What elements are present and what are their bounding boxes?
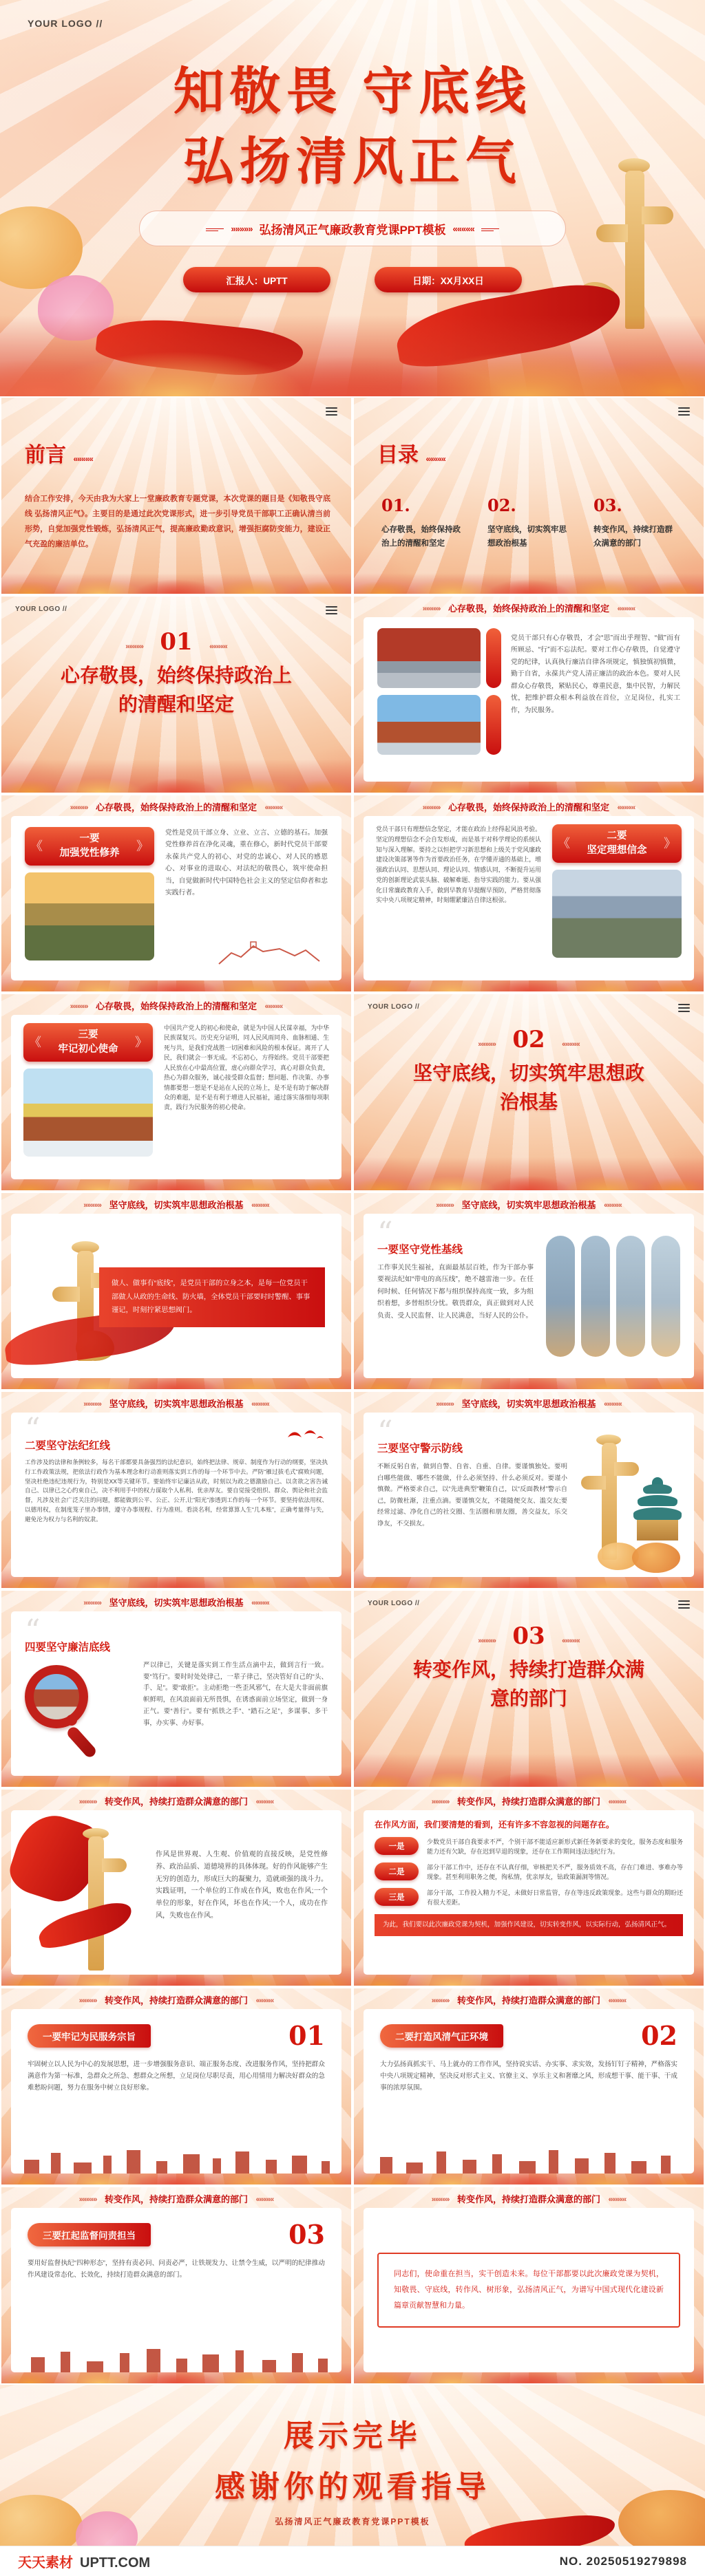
stone-lion-pill-photo-1: [546, 1236, 575, 1357]
toc-item-2-label: 坚守底线，切实筑牢思想政治根基: [487, 526, 567, 548]
sec3-measure2-slide: [352, 1987, 705, 2186]
problems-footer-box: 为此，我们要以此次廉政党课为契机，加强作风建设，切实转变作风，以实际行动，弘扬清风正气。: [375, 1914, 683, 1936]
measure3-bar: 三要扛起监督问责担当: [28, 2223, 151, 2246]
header-arrows-left-icon: »»»»»: [422, 804, 441, 812]
corner-tower-snow-photo: [23, 1069, 153, 1157]
point1-name: 加强党性修养: [59, 848, 120, 859]
point1-tag-button[interactable]: [25, 827, 154, 866]
city-skyline-decoration: [11, 2349, 341, 2372]
slide-panel: [364, 816, 694, 980]
point1-tag: 一要: [79, 833, 100, 844]
divider-arrows-left-icon: »»»»»: [125, 643, 143, 651]
slide-panel: [11, 1810, 341, 1975]
sec3-intro-slide: [0, 1788, 352, 1987]
slide-header-title: 转变作风，持续打造群众满意的部门: [104, 1796, 248, 1807]
header-arrows-left-icon: »»»»»: [83, 1201, 101, 1210]
red-accent-bar: [486, 695, 501, 755]
date-pill[interactable]: 日期：XX月XX日: [375, 267, 522, 292]
slide-header-title: 坚守底线，切实筑牢思想政治根基: [109, 1399, 244, 1409]
sec3-closing-note-slide: [352, 2186, 705, 2385]
your-logo-text: YOUR LOGO //: [368, 1003, 420, 1011]
divider-deco-band: [354, 1754, 704, 1787]
slide-panel: [364, 1810, 694, 1975]
measure1-bar: 一要牢记为民服务宗旨: [28, 2024, 151, 2048]
slide-row-11: [0, 2186, 705, 2385]
closing-line1: 展示完毕: [284, 2419, 421, 2453]
section2-divider-slide: [352, 993, 705, 1192]
great-wall-lineart-illustration: [218, 938, 321, 965]
divider-deco-band: [354, 1157, 704, 1190]
problem-item-2: [375, 1863, 683, 1882]
preface-slide: [0, 396, 352, 595]
divider-deco-band: [1, 760, 351, 793]
divider-arrows-left-icon: »»»»»: [478, 1040, 496, 1049]
header-arrows-left-icon: »»»»»: [70, 804, 88, 812]
problem1-text: 少数党员干部自我要求不严，个别干部不能适应新形式新任务新要求的变化，服务态度和服务能力还有欠缺，存在迟到早退的现象，还存在工作期间违法违纪行为。: [427, 1838, 683, 1856]
slide-panel: [11, 816, 341, 980]
point2-name: 坚定理想信念: [587, 845, 647, 857]
problem3-tag: 三是: [375, 1888, 419, 1906]
subtitle-banner: [139, 211, 566, 246]
city-skyline-decoration: [11, 2150, 341, 2174]
footer-site[interactable]: UPTT.COM: [80, 2555, 151, 2570]
toc-item-1[interactable]: [381, 495, 463, 550]
illustration-column: [577, 1424, 680, 1566]
stone-lion-pill-photo-4: [651, 1236, 680, 1357]
sec3-intro-body: 作风是世界观、人生观、价值观的直接反映，是党性修养、政治品质、道德境界的具体体现。好的作风能够产生无穷的创造力，形成巨大的凝聚力，造就顽强的战斗力。实践证明，一个单位的工作成在作风，败也在作风;一个单位的形象，好在作风，坏也在作风;一个人，成功在作风，失败也在作风。: [156, 1851, 328, 1920]
measure2-body: 大力弘扬真抓实干、马上就办的工作作风，坚持说实话、办实事、求实效，发扬钉钉子精神，严格落实中央八项规定精神，坚决反对形式主义、官僚主义、享乐主义和奢靡之风，形成想干事、能干事、干成事的浓厚氛围。: [380, 2061, 677, 2092]
banner-arrows-left-icon: »»»»»: [231, 223, 253, 234]
header-arrows-left-icon: »»»»»: [436, 1201, 454, 1210]
sec2-point2-heading: 二要坚守法纪红线: [25, 1440, 111, 1452]
magnifier-handle-icon: [65, 1725, 98, 1759]
divider-arrows-left-icon: »»»»»: [478, 1637, 496, 1645]
header-arrows-left-icon: »»»»»: [83, 1400, 101, 1408]
point1-body: 党性是党员干部立身、立业、立言、立德的基石。加强党性修养首在净化灵魂，重在修心，新时代党员干部要永葆共产党人的初心、对党的忠诚心、对人民的感恩心、对事业的进取心、对法纪的敬畏心，筑牢使命担当，自觉做新时代中国特色社会主义的坚定信仰者和忠实践行者。: [165, 829, 328, 897]
preface-title-marks-icon: «««««: [73, 454, 93, 464]
temple-of-heaven-illustration: [632, 1477, 683, 1553]
hamburger-menu-icon[interactable]: [678, 407, 690, 418]
header-arrows-right-icon: «««««: [255, 2196, 274, 2204]
toc-items: [381, 495, 704, 550]
slide-panel: [364, 2208, 694, 2372]
closing-slide: [0, 2385, 705, 2546]
slide-header-title: 坚守底线，切实筑牢思想政治根基: [109, 1200, 244, 1210]
great-wall-sunset-photo: [25, 872, 154, 960]
closing-line2: 感谢你的观看指导: [215, 2470, 490, 2504]
red-accent-bar: [486, 628, 501, 688]
bottom-decoration-band: [0, 315, 705, 396]
section2-title: 坚守底线，切实筑牢思想政治根基: [412, 1062, 644, 1113]
slide-header-title: 心存敬畏，始终保持政治上的清醒和坚定: [448, 603, 609, 614]
section1-number: 01: [160, 628, 193, 656]
slide-panel: [11, 2009, 341, 2174]
toc-slide: [352, 396, 705, 595]
problem-item-3: [375, 1888, 683, 1908]
point3-tag: 三要: [78, 1029, 98, 1040]
great-wall-winter-photo: [552, 870, 682, 958]
sec1-point3-slide: [0, 993, 352, 1192]
hamburger-menu-icon[interactable]: [326, 407, 337, 418]
magnifier-illustration: [25, 1660, 128, 1728]
slide-header-title: 转变作风，持续打造群众满意的部门: [456, 1995, 600, 2006]
slide-row-6: [0, 1192, 705, 1391]
slide-header-title: 坚守底线，切实筑牢思想政治根基: [461, 1200, 596, 1210]
stone-lion-pill-photo-3: [616, 1236, 645, 1357]
magnifier-lens-icon: [25, 1665, 88, 1728]
section1-divider-slide: [0, 595, 352, 794]
slide-header-title: 心存敬畏，始终保持政治上的清醒和坚定: [448, 802, 609, 813]
point3-body: 中国共产党人的初心和使命，就是为中国人民谋幸福，为中华民族谋复兴。历史充分证明，同人民风雨同舟、血脉相通、生死与共，是我们党战胜一切困难和风险的根本保证。离开了人民，我们就会一事无成。不忘初心，方得始终。党员干部要把人民放在心中最高位置，虚心向群众学习，真心对群众负责，热心为群众服务，诚心接受群众监督；想问题、作决策、办事情都要想一想是不是站在人民的立场上，是不是有助于解决群众的难题，是不是有利于增进人民福祉，通过落实落细每项职责，践行为民服务的初心使命。: [164, 1024, 329, 1111]
toc-item-1-label: 心存敬畏，始终保持政治上的清醒和坚定: [381, 526, 461, 548]
magnifier-dot-icon: [66, 1715, 77, 1726]
slide-panel: [11, 1413, 341, 1577]
header-arrows-left-icon: »»»»»: [431, 2196, 450, 2204]
quote-icon: “: [377, 1415, 393, 1450]
section1-title: 心存敬畏，始终保持政治上的清醒和坚定: [60, 665, 292, 715]
quote-icon: “: [377, 1216, 393, 1251]
header-arrows-right-icon: «««««: [617, 804, 635, 812]
bracket-left-icon: 《: [558, 836, 570, 850]
measure2-bar: 二要打造风清气正环境: [380, 2024, 503, 2048]
header-arrows-left-icon: »»»»»: [422, 605, 441, 613]
header-arrows-left-icon: »»»»»: [436, 1400, 454, 1408]
subtitle-text: 弘扬清风正气廉政教育党课PPT模板: [259, 223, 446, 237]
problems-heading: 在作风方面，我们要清楚的看到，还有许多不容忽视的问题存在。: [375, 1820, 615, 1829]
measure3-number: 03: [288, 2219, 325, 2250]
section1-intro-body: 党员干部只有心存敬畏，才会“思”而出乎理智、“做”而有所顾忌、“行”而不忘法纪。要对工作心存敬畏，自觉遵守党的纪律，认真执行廉洁自律各项规定，慎独慎初慎微，勤于自省，永葆共产党人清正廉洁的政治本色。要对人民群众心存敬畏，紧贴民心，尊重民意，集中民智，力解民忧，把维护群众根本利益放在首位，立足岗位，扎实工作，为民服务。: [511, 634, 680, 714]
header-arrows-left-icon: »»»»»: [78, 1798, 97, 1806]
sec2-point3-heading: 三要坚守警示防线: [377, 1443, 463, 1455]
banner-dash-right: [481, 228, 499, 229]
header-arrows-right-icon: «««««: [604, 1400, 622, 1408]
toc-item-3-label: 转变作风，持续打造群众满意的部门: [593, 526, 673, 548]
problem-item-1: [375, 1837, 683, 1857]
right-column: [552, 824, 682, 972]
slide-row-7: [0, 1391, 705, 1589]
sec2-point4-slide: [0, 1589, 352, 1788]
title-slide: [0, 0, 705, 396]
sec2-point1-heading: 一要坚守党性基线: [377, 1244, 463, 1256]
measure3-body: 要用好监督执纪“四种形态”，坚持有责必问、问责必严，让铁规发力、让禁令生威，以严明的纪律推动作风建设常态化、长效化，持续打造群众满意的部门。: [28, 2260, 325, 2279]
huabiao-pillar-illustration: [66, 1828, 128, 1973]
measure2-number: 02: [641, 2020, 677, 2051]
your-logo-text: YOUR LOGO //: [368, 1600, 420, 1607]
slide-header-title: 坚守底线，切实筑牢思想政治根基: [109, 1598, 244, 1608]
forbidden-city-photo-2: [377, 695, 481, 755]
measure1-body: 牢固树立以人民为中心的发展思想，进一步增强服务意识、端正服务态度、改进服务作风，坚持把群众满意作为第一标准，急群众之所急、想群众之所想，立足岗位尽职尽责，用心用情用力解决好群众的急难愁盼问题，努力在服务中树立良好形象。: [28, 2061, 325, 2092]
sec2-point2-slide: [0, 1391, 352, 1589]
slide-panel: [364, 2009, 694, 2174]
header-arrows-right-icon: «««««: [608, 1997, 627, 2005]
slide-row-2: [0, 396, 705, 595]
toc-item-1-number: 01.: [381, 495, 410, 515]
problem2-tag: 二是: [375, 1863, 419, 1880]
header-arrows-right-icon: «««««: [251, 1400, 269, 1408]
header-arrows-right-icon: «««««: [604, 1201, 622, 1210]
slide-row-10: [0, 1987, 705, 2186]
toc-title-marks-icon: «««««: [425, 454, 445, 464]
hamburger-menu-icon[interactable]: [678, 1004, 690, 1014]
slide-header-title: 转变作风，持续打造群众满意的部门: [104, 2194, 248, 2204]
problem3-text: 部分干部，工作投入精力不足，未做好日常监管，存在等违反政策现象。这些与群众的期盼还有很大差距。: [427, 1889, 683, 1906]
header-arrows-right-icon: «««««: [264, 1002, 283, 1011]
sec3-measure3-slide: [0, 2186, 352, 2385]
main-title-line2: 弘扬清风正气: [183, 133, 522, 190]
footer-left: [18, 2551, 150, 2571]
header-arrows-right-icon: «««««: [255, 1997, 274, 2005]
hamburger-menu-icon[interactable]: [326, 606, 337, 616]
sec1-point1-slide: [0, 794, 352, 993]
header-arrows-left-icon: »»»»»: [70, 1002, 88, 1011]
header-arrows-left-icon: »»»»»: [431, 1798, 450, 1806]
section3-number: 03: [512, 1622, 545, 1650]
illustration-column: [25, 1821, 142, 1964]
slide-row-3: [0, 595, 705, 794]
sec2-point3-slide: [352, 1391, 705, 1589]
header-arrows-right-icon: «««««: [251, 1201, 269, 1210]
header-arrows-right-icon: «««««: [617, 605, 635, 613]
section2-number: 02: [512, 1026, 545, 1053]
sec2-point2-body: 工作涉及的法律和条例较多，每名干部都要具备强烈的法纪意识，始终把法律、规章、制度作为行动的纲要，坚决执行工作政策法规，把依法行政作为基本理念和行动准则落实到工作的每一个环节中去。严防“雁过拔毛式”腐败问题，坚决杜绝违纪违规行为，特别是XX等关键环节。要始终牢记廉洁从政，时刻以为政之德激励自己、以贪欲之害告诫自己、以律已之心约束自己，决不利用手中的权力谋取个人私利、优亲厚友。要自觉接受组织、群众、舆论和社会监督，凡涉及社会广泛关注的问题，都能做到公平、公正、公开,让“阳光”渗透到工作的每一个环节。要坚持依法用权、以德用权，在制度笼子里办事情，遵守办事规程、行为准则。看淡名利，经常算算人生“几本账”，正确考量得与失，避免沦为权力与名利的奴隶。: [25, 1459, 328, 1523]
header-arrows-left-icon: »»»»»: [78, 1997, 97, 2005]
point3-name: 牢记初心使命: [58, 1044, 118, 1055]
sec2-point3-body: 不断反躬自省，做到自警、自省、自重、自律。要谨慎独处。要明白哪些能做、哪些不能做，什么必须坚持、什么必须反对。要谨小慎微。严格要求自己，以“先进典型”鞭策自己，以“反面教材”警示自己，防微杜渐，注重点滴。要谨慎交友，不能随便交友、滥交友;要经常过滤、净化自己的社交圈、生活圈和朋友圈，善交益友，乐交诤友，不交损友。: [377, 1463, 567, 1527]
sec2-point4-body: 严以律已，关键是落实到工作生活点滴中去，做到言行一致。要“笃行”。要时时处处律己，一辈子律己，坚决管好自己的“头、手、足”。要“敢拒”。主动拒绝一些歪风邪气，在大是大非面前旗帜鲜明，在风浪面前无所畏惧，在诱惑面前立场坚定，做到一身正气。要“善行”。要有“抓铁之手”、“踏石之足”，多谋事、多干事，办实事、办好事。: [143, 1661, 328, 1726]
slide-panel: [364, 1214, 694, 1378]
stone-lion-pill-photo-2: [581, 1236, 610, 1357]
toc-item-2[interactable]: [487, 495, 569, 550]
slide-header-title: 转变作风，持续打造群众满意的部门: [104, 1995, 248, 2006]
city-skyline-decoration: [364, 2150, 694, 2174]
sec2-intro-slide: [0, 1192, 352, 1391]
bracket-left-icon: 《: [29, 1035, 41, 1049]
header-arrows-left-icon: »»»»»: [431, 1997, 450, 2005]
left-column: [23, 1023, 153, 1171]
header-arrows-right-icon: «««««: [264, 804, 283, 812]
footer-item-number: NO. 20250519279898: [559, 2554, 687, 2568]
section1-intro-slide: [352, 595, 705, 794]
bracket-right-icon: 》: [136, 839, 149, 853]
slide-header-title: 心存敬畏，始终保持政治上的清醒和坚定: [95, 802, 257, 813]
slide-row-4: [0, 794, 705, 993]
header-arrows-left-icon: »»»»»: [83, 1599, 101, 1607]
closing-subtitle: 弘扬清风正气廉政教育党课PPT模板: [275, 2517, 430, 2526]
bracket-right-icon: 》: [135, 1035, 147, 1049]
slide-header-title: 转变作风，持续打造群众满意的部门: [456, 2194, 600, 2204]
photo-column: [377, 628, 501, 771]
preface-body: 结合工作安排，今天由我为大家上一堂廉政教育专题党课，本次党课的题目是《知敬畏守底线 弘扬清风正气》。主要目的是通过此次党课形式，进一步引导党员干部职工正确认清当前形势，自觉加强党性锻炼，弘扬清风正气，提高廉政勤政意识，增强拒腐防变能力，建设正气充盈的廉洁单位。: [25, 495, 330, 548]
section3-title: 转变作风，持续打造群众满意的部门: [412, 1659, 644, 1709]
slide-panel: [11, 1611, 341, 1776]
sec2-point4-heading: 四要坚守廉洁底线: [25, 1642, 111, 1653]
toc-item-3[interactable]: [593, 495, 675, 550]
toc-title: 目录: [377, 444, 419, 466]
divider-arrows-right-icon: «««««: [209, 643, 227, 651]
slide-panel: [364, 617, 694, 782]
sec3-measure1-slide: [0, 1987, 352, 2186]
divider-arrows-right-icon: «««««: [562, 1040, 580, 1049]
sec2-intro-box: 做人、做事有“底线”，是党员干部的立身之本，是每一位党员干部做人从政的生命线、防火墙，全体党员干部要时时警醒、事事谨记，时刻拧紧思想阀门。: [99, 1267, 325, 1327]
slide-row-5: [0, 993, 705, 1192]
point3-tag-button[interactable]: [23, 1023, 153, 1062]
bracket-right-icon: 》: [664, 836, 676, 850]
reporter-pill[interactable]: 汇报人：UPTT: [183, 267, 330, 292]
sec2-point1-body: 工作事关民生福祉，直面最基层百姓，作为干部办事要视法纪如“带电的高压线”，绝不越雷池一步。在任何时候、任何情况下都与组织保持高度一致，多为组织着想，多替组织分忧。敬畏群众，真正做到对人民负责、受人民监督、让人民满意，当好人民的公仆。: [377, 1264, 534, 1320]
hamburger-menu-icon[interactable]: [678, 1600, 690, 1611]
slide-header-title: 心存敬畏，始终保持政治上的清醒和坚定: [95, 1001, 257, 1011]
slide-panel: [11, 1214, 341, 1378]
forbidden-city-photo-1: [377, 628, 481, 688]
red-birds-icon: [286, 1428, 324, 1441]
pill-photo-strip: [546, 1225, 680, 1367]
header-arrows-right-icon: «««««: [255, 1798, 274, 1806]
bracket-left-icon: 《: [30, 839, 43, 853]
main-title-line1: 知敬畏 守底线: [173, 63, 532, 120]
header-arrows-left-icon: »»»»»: [78, 2196, 97, 2204]
slide-row-8: [0, 1589, 705, 1788]
point2-body: 党员干部只有理想信念坚定，才能在政治上经得起风浪考验。坚定的理想信念不会自发形成，而是基于对科学理论的系统认知与深入理解。要持之以恒把学习新思想和上级关于党风廉政建设决策部署等作为首要政治任务，在学懂弄通的基础上，增强政治认同、思想认同、理论认同、情感认同，不断提升运用党的创新理论武装头脑、破解难题、指导实践的能力。要从强化日常廉政教育入手，做到早教育早提醒早预防，严格贯彻落实中央八项规定精神，时刻绷紧廉洁自律这根弦。: [376, 826, 541, 904]
header-arrows-right-icon: «««««: [608, 2196, 627, 2204]
banner-dash-left: [206, 228, 224, 229]
problem2-text: 部分干部工作中，还存在不认真仔细，审核把关不严，服务质效不高，存在门难进、事难办等现象。甚至利用职务之便，徇私情，优亲厚友，钻政策漏洞等情况。: [427, 1863, 683, 1881]
sec2-point1-slide: [352, 1192, 705, 1391]
toc-item-3-number: 03.: [593, 495, 622, 515]
problem1-tag: 一是: [375, 1837, 419, 1855]
point2-tag-button[interactable]: [552, 824, 682, 863]
slide-panel: [364, 1413, 694, 1577]
preface-title: 前言: [25, 444, 66, 466]
site-footer: [0, 2546, 705, 2576]
sec1-point2-slide: [352, 794, 705, 993]
header-arrows-right-icon: «««««: [608, 1798, 627, 1806]
point2-tag: 二要: [607, 830, 627, 841]
left-column: [25, 827, 154, 969]
slide-panel: [11, 1015, 341, 1179]
divider-arrows-right-icon: «««««: [562, 1637, 580, 1645]
preface-deco-band: [1, 573, 351, 594]
slide-header-title: 坚守底线，切实筑牢思想政治根基: [461, 1399, 596, 1409]
quote-icon: “: [25, 1613, 41, 1649]
your-logo-text: YOUR LOGO //: [28, 18, 103, 29]
section3-divider-slide: [352, 1589, 705, 1788]
your-logo-text: YOUR LOGO //: [15, 605, 67, 613]
measure1-number: 01: [288, 2020, 325, 2051]
gold-flower-decoration-2: [632, 1543, 680, 1573]
banner-arrows-right-icon: «««««: [452, 223, 474, 234]
toc-deco-band: [354, 573, 704, 594]
toc-item-2-number: 02.: [487, 495, 516, 515]
footer-brand[interactable]: 天天素材: [18, 2555, 73, 2570]
slide-panel: [11, 2208, 341, 2372]
quote-icon: “: [25, 1412, 41, 1447]
closing-note-box: 同志们，使命重在担当，实干创造未来。每位干部都要以此次廉政党课为契机，知敬畏、守底线，转作风、树形象，弘扬清风正气，为谱写中国式现代化建设新篇章贡献智慧和力量。: [377, 2253, 680, 2328]
slide-header-title: 转变作风，持续打造群众满意的部门: [456, 1796, 600, 1807]
slide-row-9: [0, 1788, 705, 1987]
header-arrows-right-icon: «««««: [251, 1599, 269, 1607]
sec3-problems-slide: [352, 1788, 705, 1987]
